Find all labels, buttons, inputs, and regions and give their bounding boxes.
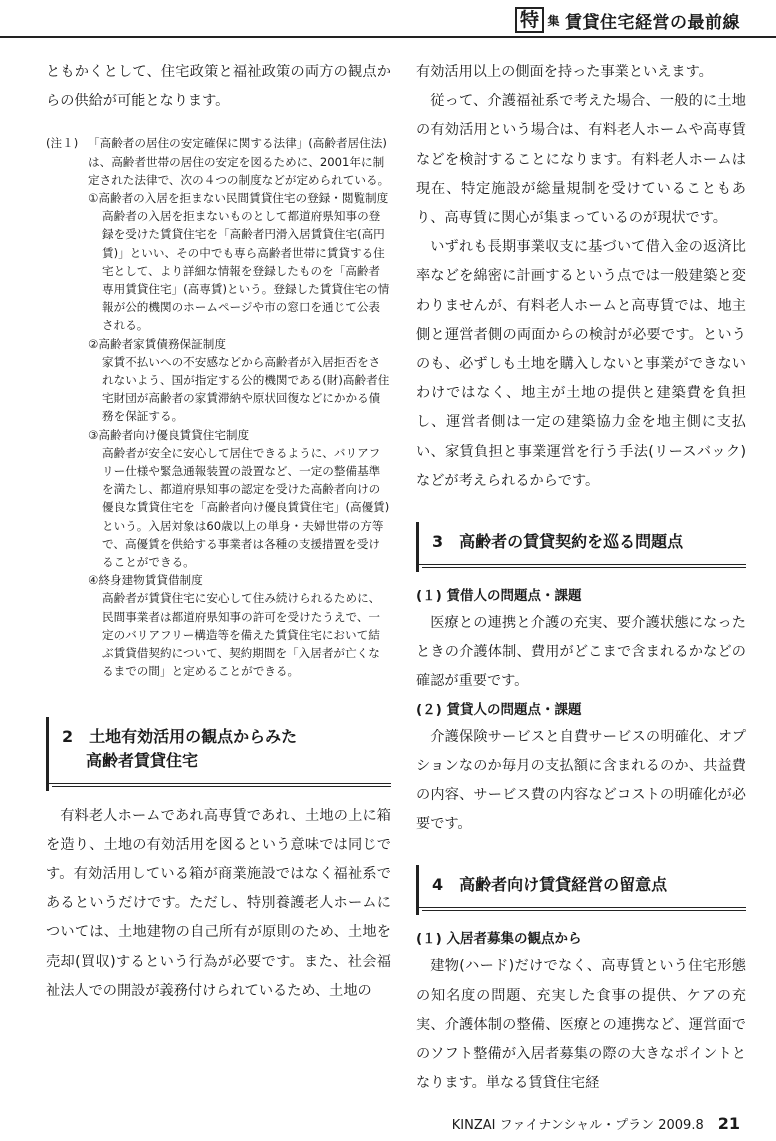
page-footer <box>452 1114 740 1133</box>
section-3-heading <box>416 516 746 565</box>
section-3-paragraph-1: 医療との連携と介護の充実、要介護状態になったときの介護体制、費用がどこまで含まれるかなどの確認が重要です。 <box>416 615 746 690</box>
section-2-title-line1: 2 土地有効活用の観点からみた <box>62 726 298 746</box>
footnote-item-4-head: ④終身建物賃貸借制度 <box>88 573 203 588</box>
footnote-item-3-body: 高齢者が安全に安心して居住できるように、バリアフリー仕様や緊急通報装置の設置など、一定の整備基準を満たし、都道府県知事の認定を受けた高齢者向けの優良な賃貸住宅を「高齢者向け優良賃貸住宅」(高優賃)という。入居対象は60歳以上の単身・夫婦世帯の方等で、高優賃を供給する事業者は各種の支援措置を受けることができる。 <box>102 445 390 570</box>
footnote-item-3-head: ③高齢者向け優良賃貸住宅制度 <box>88 427 250 442</box>
section-2-heading <box>46 711 391 784</box>
feature-mark-sub: 集 <box>547 13 560 28</box>
publication-name: KINZAI ファイナンシャル・プラン 2009.8 <box>451 1118 704 1133</box>
footnote-item-2-body: 家賃不払いへの不安感などから高齢者が入居拒否をされないよう、国が指定する公的機関である(財)高齢者住宅財団が高齢者の家賃滞納や原状回復などにかかる債務を保証する。 <box>102 354 390 424</box>
footnote-intro: 「高齢者の居住の安定確保に関する法律」(高齢者居住法)は、高齢者世帯の居住の安定を図るために、2001年に制定された法律で、次の４つの制度などが定められている。 <box>88 136 390 187</box>
right-paragraph-2: 従って、介護福祉系で考えた場合、一般的に土地の有効活用という場合は、有料老人ホームや高専賃などを検討することになります。有料老人ホームは現在、特定施設が総量規制を受けていることもあり、高専賃に関心が集まっているのが現状です。 <box>416 93 746 227</box>
section-4-title: 4 高齢者向け賃貸経営の留意点 <box>432 875 668 895</box>
running-header-title: 賃貸住宅経営の最前線 <box>565 12 740 33</box>
section-3-sub-1: (１) 賃借人の問題点・課題 <box>416 588 582 605</box>
footnote-item-4-body: 高齢者が賃貸住宅に安心して住み続けられるために、民間事業者は都道府県知事の許可を受けたうえで、一定のバリアフリー構造等を備えた賃貸住宅において結ぶ賃貸借契約について、契約期間を「入居者が亡くなるまでの間」と定めることができる。 <box>102 591 381 679</box>
page-number: 21 <box>717 1114 740 1133</box>
left-column <box>46 58 391 1006</box>
intro-paragraph: ともかくとして、住宅政策と福祉政策の両方の観点からの供給が可能となります。 <box>46 64 391 110</box>
right-column <box>416 58 746 1098</box>
section-4-sub-1: (１) 入居者募集の観点から <box>416 931 582 948</box>
footnote-item-2-head: ②高齢者家賃債務保証制度 <box>88 336 226 351</box>
section-3-paragraph-2: 介護保険サービスと自費サービスの明確化、オプションなのか毎月の支払額に含まれるのか、共益費の内容、サービス費の内容などコストの明確化が必要です。 <box>416 728 746 833</box>
section-3-sub-2: (２) 賃貸人の問題点・課題 <box>416 701 582 718</box>
section-3-title: 3 高齢者の賃貸契約を巡る問題点 <box>432 532 684 552</box>
right-paragraph-3: いずれも長期事業収支に基づいて借入金の返済比率などを綿密に計画するという点では一般建築と変わりませんが、有料老人ホームと高専賃では、地主側と運営者側の両面からの検討が必要です。というのも、必ずしも土地を購入しないと事業ができないわけではなく、地主が土地の提供と建築費を負担し、運営者側は一定の建築協力金を地主側に支払い、家賃負担と事業運営を行う手法(リースバック)などが考えられるからです。 <box>416 239 746 489</box>
feature-mark: 特 <box>515 7 545 33</box>
footnote <box>46 134 391 680</box>
footnote-item-1-body: 高齢者の入居を拒まないものとして都道府県知事の登録を受けた賃貸住宅を「高齢者円滑入居賃貸住宅(高円賃)」といい、その中でも専ら高齢者世帯に賃貸する住宅として、より詳細な情報を登録したものを「高齢者専用賃貸住宅」(高専賃)という。登録した賃貸住宅の情報が公的機関のホームページや市の窓口を通じて公表される。 <box>102 209 390 333</box>
running-header <box>515 4 740 36</box>
section-2-body: 有料老人ホームであれ高専賃であれ、土地の上に箱を造り、土地の有効活用を図るという意味では同じです。有効活用している箱が商業施設ではなく福祉系であるというだけです。ただし、特別養護老人ホームについては、土地建物の自己所有が原則のため、土地を売却(買収)するという行為が必要です。また、社会福祉法人での開設が義務付けられているため、土地の <box>46 807 391 999</box>
right-paragraph-1: 有効活用以上の側面を持った事業といえます。 <box>416 64 713 80</box>
footnote-item-1-head: ①高齢者の入居を拒まない民間賃貸住宅の登録・閲覧制度 <box>88 191 389 206</box>
section-4-paragraph-1: 建物(ハード)だけでなく、高専賃という住宅形態の知名度の問題、充実した食事の提供、ケアの充実、介護体制の整備、医療との連携など、運営面でのソフト整備が入居者募集の際の大きなポイントとなります。単なる賃貸住宅経 <box>416 958 746 1092</box>
header-rule <box>0 36 776 38</box>
footnote-tag: (注１) <box>46 136 79 151</box>
section-2-title-line2: 高齢者賃貸住宅 <box>86 750 199 770</box>
section-4-heading <box>416 859 746 908</box>
